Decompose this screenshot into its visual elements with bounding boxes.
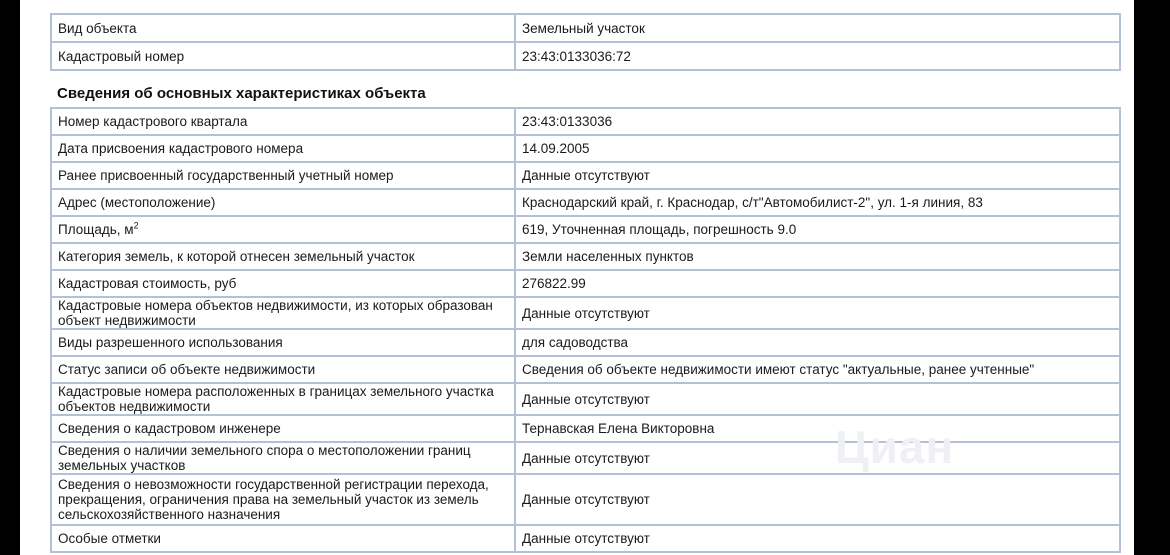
table-row	[51, 415, 1120, 442]
row-label: Сведения о наличии земельного спора о местоположении границ земельных участков	[51, 442, 515, 474]
table-row	[51, 525, 1120, 552]
table-row	[51, 474, 1120, 525]
row-value: Земли населенных пунктов	[515, 243, 1120, 270]
row-label: Дата присвоения кадастрового номера	[51, 135, 515, 162]
row-value: Данные отсутствуют	[515, 474, 1120, 525]
row-label: Сведения о кадастровом инженере	[51, 415, 515, 442]
row-label: Категория земель, к которой отнесен земельный участок	[51, 243, 515, 270]
row-label: Сведения о невозможности государственной регистрации перехода, прекращения, ограничения права на земельный участок из земель сельскохозяйственного назначения	[51, 474, 515, 525]
section-title: Сведения об основных характеристиках объекта	[57, 85, 426, 102]
table-row	[51, 216, 1120, 243]
row-label: Кадастровая стоимость, руб	[51, 270, 515, 297]
row-label: Ранее присвоенный государственный учетный номер	[51, 162, 515, 189]
row-value: Земельный участок	[515, 14, 1120, 42]
row-value: 14.09.2005	[515, 135, 1120, 162]
table-row	[51, 297, 1120, 329]
row-value: Данные отсутствуют	[515, 297, 1120, 329]
row-label: Виды разрешенного использования	[51, 329, 515, 356]
row-value: 276822.99	[515, 270, 1120, 297]
table-row	[51, 270, 1120, 297]
row-value: 619, Уточненная площадь, погрешность 9.0	[515, 216, 1120, 243]
table-row	[51, 442, 1120, 474]
right-frame-edge	[1134, 0, 1170, 555]
table-row	[51, 329, 1120, 356]
area-label-text: Площадь, м	[58, 222, 134, 237]
table-row	[51, 383, 1120, 415]
row-value: Данные отсутствуют	[515, 383, 1120, 415]
object-summary-table	[50, 13, 1121, 71]
row-label	[51, 216, 515, 243]
row-value: Сведения об объекте недвижимости имеют статус "актуальные, ранее учтенные"	[515, 356, 1120, 383]
table-row	[51, 14, 1120, 42]
row-value: Тернавская Елена Викторовна	[515, 415, 1120, 442]
row-label: Особые отметки	[51, 525, 515, 552]
row-value: Краснодарский край, г. Краснодар, с/т"Автомобилист-2", ул. 1-я линия, 83	[515, 189, 1120, 216]
row-label: Адрес (местоположение)	[51, 189, 515, 216]
table-row	[51, 108, 1120, 135]
table-row	[51, 162, 1120, 189]
row-label: Номер кадастрового квартала	[51, 108, 515, 135]
row-label: Вид объекта	[51, 14, 515, 42]
row-label: Кадастровые номера расположенных в границах земельного участка объектов недвижимости	[51, 383, 515, 415]
row-value: Данные отсутствуют	[515, 525, 1120, 552]
characteristics-table	[50, 107, 1121, 553]
row-label: Статус записи об объекте недвижимости	[51, 356, 515, 383]
row-value: 23:43:0133036:72	[515, 42, 1120, 70]
row-value: Данные отсутствуют	[515, 442, 1120, 474]
table-row	[51, 189, 1120, 216]
area-unit-superscript: 2	[133, 220, 139, 231]
row-label: Кадастровый номер	[51, 42, 515, 70]
row-value: Данные отсутствуют	[515, 162, 1120, 189]
table-row	[51, 243, 1120, 270]
row-value: для садоводства	[515, 329, 1120, 356]
table-row	[51, 135, 1120, 162]
table-row	[51, 42, 1120, 70]
row-label: Кадастровые номера объектов недвижимости, из которых образован объект недвижимости	[51, 297, 515, 329]
table-row	[51, 356, 1120, 383]
left-frame-edge	[0, 0, 20, 555]
watermark-logo: Циан	[835, 421, 955, 473]
row-value: 23:43:0133036	[515, 108, 1120, 135]
